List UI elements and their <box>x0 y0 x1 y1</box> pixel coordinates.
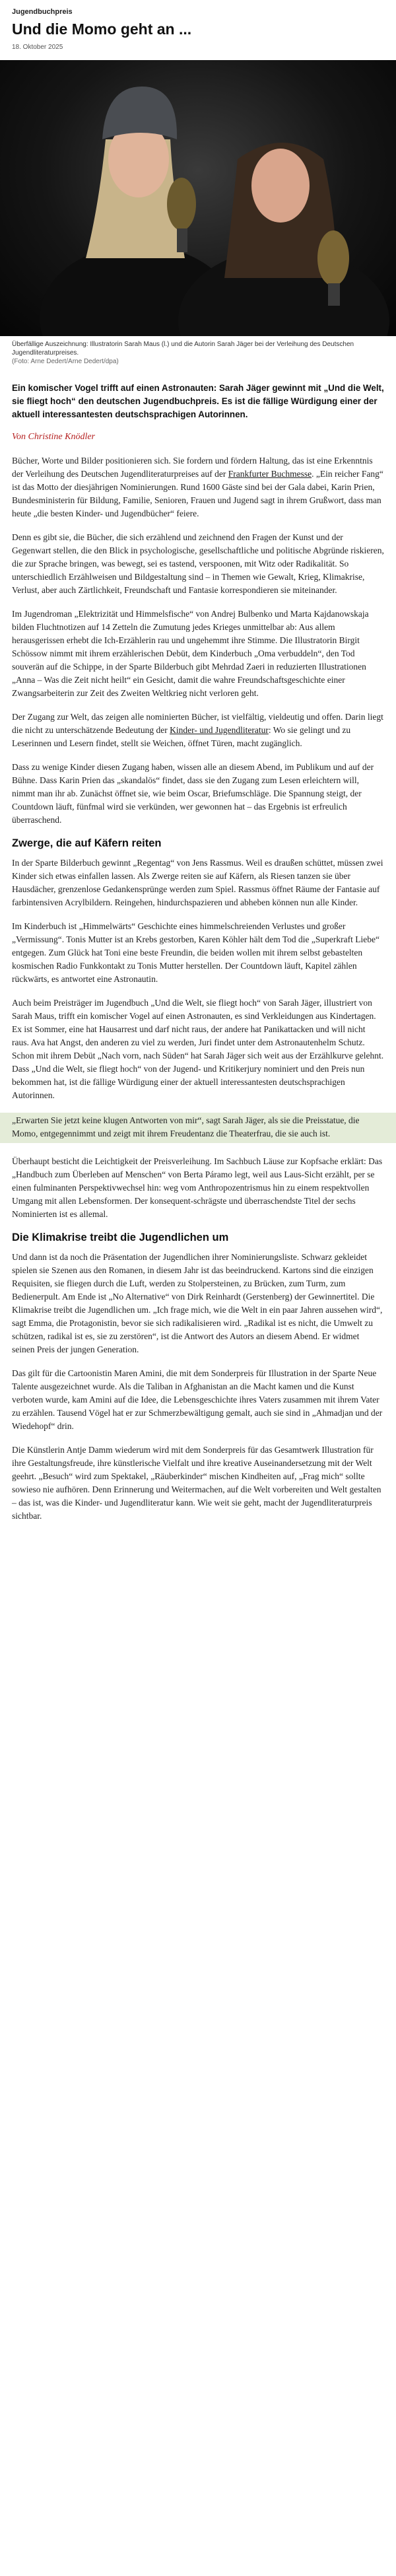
highlighted-quote <box>0 1113 396 1143</box>
article-title: Und die Momo geht an ... <box>12 20 192 38</box>
paragraph: Dass zu wenige Kinder diesen Zugang haben, wissen alle an diesem Abend, im Publikum und auf der Bühne. Dass Karin Prien das „skandalös“ findet, dass sie den Zugang zum Lesen erleichtern will, nimmt man ihr ab. Zunächst öffnet sie, wie beim Oscar, Briefumschläge. Die Spannung steigt, der Countdown läuft, fünfmal wird sie verkünden, wer gewonnen hat – das Ergebnis ist erfreulich überraschend. <box>12 762 374 825</box>
photo-trophy-right <box>317 230 349 286</box>
paragraph: Im Kinderbuch ist „Himmelwärts“ Geschichte eines himmelschreienden Verlustes und großer „Vermissung“. Tonis Mutter ist an Krebs gestorben, Karen Köhler hält dem Tod die „Superkraft Liebe“ entgegen. Zum Glück hat Toni eine beste Freundin, die beiden wollen mit ihrem selbst gebastelten kosmischen Radio Funkkontakt zu Tonis Mutter herstellen. Der Countdown läuft, Kapitel zählen rückwärts, es antwortet eine Astronautin. <box>12 921 380 984</box>
link-frankfurter-buchmesse[interactable]: Frankfurter Buchmesse <box>228 469 312 479</box>
highlighted-quote-text: „Erwarten Sie jetzt keine klugen Antworten von mir“, sagt Sarah Jäger, als sie die Preisstatue, die Momo, entgegennimmt und zeigt mit ihrem Freudentanz die Theaterfrau, die sie auch ist. <box>12 1115 360 1138</box>
photo-caption-text: Überfällige Auszeichnung: Illustratorin Sarah Maus (l.) und die Autorin Sarah Jäger bei der Verleihung des Deutschen Jugendliteraturpreises. <box>12 341 354 357</box>
paragraph: Im Jugendroman „Elektrizität und Himmelsfische“ von Andrej Bulbenko und Marta Kajdanowskaja bilden Fluchtnotizen auf 14 Zetteln die Zumutung jedes Krieges unmittelbar ab: Aus allem herausgerissen erhebt die Ich-Erzählerin rau und ungehemmt ihre Stimme. Die Illustratorin Birgit Schössow nimmt mit ihrem erzählerischen Debüt, dem Kinderbuch „Oma verbuddeln“, den Tod souverän auf die Schippe, in der Sparte Bilderbuch gibt Mehrdad Zaeri in reduzierten Illustrationen „Anna – Was die Zeit nicht heilt“ ein Gesicht, damit die wahre Freundschaftsgeschichte einer Zwangsarbeiterin zur Zeit des Zweiten Weltkrieg nicht verloren geht. <box>12 609 369 698</box>
article-date: 18. Oktober 2025 <box>12 44 63 51</box>
paragraph: Die Künstlerin Antje Damm wiederum wird mit dem Sonderpreis für das Gesamtwerk Illustration für ihre Gestaltungsfreude, ihre künstlerische Vielfalt und ihre kreative Auseinandersetzung mit der Welt geehrt. „Besuch“ wird zum Spektakel, „Räuberkinder“ mischen Kindheiten auf, „Frag mich“ sollte sowieso nie aufhören. Denn Erinnerung und Weitermachen, auf die Welt vorbereiten und Welt gestalten – das ist, was die Kinder- und Jugendliteratur kann. Wie weit sie geht, macht der Jugendliteraturpreis sichtbar. <box>12 1445 381 1521</box>
article-lead: Ein komischer Vogel trifft auf einen Astronauten: Sarah Jäger gewinnt mit „Und die Welt, sie fliegt hoch“ den deutschen Jugendbuchpreis. Es ist die fällige Würdigung einer der aktuell interessantesten deutschsprachigen Autorinnen. <box>12 383 384 419</box>
paragraph: Auch beim Preisträger im Jugendbuch „Und die Welt, sie fliegt hoch“ von Sarah Jäger, illustriert von Sarah Maus, trifft ein komischer Vogel auf einen Astronauten, es sind Verkleidungen aus Kindertagen. Ex ist Sommer, eine hat Hausarrest und darf nicht raus, der andere hat Panikattacken und will nicht raus. Ava hat Angst, den anderen zu viel zu werden, Juri findet unter dem Astronautenhelm Schutz. Schon mit ihrem Debüt „Nach vorn, nach Süden“ hat Sarah Jäger sich weit aus der Erzählkurve gelehnt. Dass „Und die Welt, sie fliegt hoch“ von der Jugend- und Kritikerjury nominiert und den Preis nun bekommen hat, ist die fällige Würdigung einer der aktuell interessantesten deutschsprachigen Autorinnen. <box>12 998 384 1100</box>
article-header <box>0 0 396 51</box>
link-kinder-und-jugendliteratur[interactable]: Kinder- und Jugendliteratur <box>170 725 269 735</box>
photo-caption <box>0 336 396 366</box>
paragraph: Und dann ist da noch die Präsentation der Jugendlichen ihrer Nominierungsliste. Schwarz gekleidet spielen sie Szenen aus den Romanen, in diesem Jahr ist das beeindruckend. Kartons sind die einzigen Requisiten, sie fliegen durch die Luft, werden zu Stolpersteinen, zu Brücken, zum Turm, zum Bedienerpult. Am Ende ist „No Alternative“ von Dirk Reinhardt (Gerstenberg) der Gewinnertitel. Die Klimakrise treibt die Jugendlichen um. „Ich frage mich, wie die Welt in ein paar Jahren aussehen wird“, sagt Emma, die Protagonistin, bevor sie sich radikalisieren wird. „Radikal ist es nicht, die Umwelt zu schützen, radikal ist es, sie zu zerstören“, ist die Antwort des Autors an diesem Abend. Er widmet seinen Preis der jungen Generation. <box>12 1252 383 1354</box>
paragraph: Bücher, Worte und Bilder positionieren sich. Sie fordern und fördern Haltung, das ist eine Erkenntnis der Verleihung des Deutschen Jugendliteraturpreises auf der Frankfurter Buchmesse. „Ein reicher Fang“ ist das Motto der diesjährigen Nominierungen. Rund 1600 Gäste sind bei der Gala dabei, Karin Prien, Bundesministerin für Bildung, Familie, Senioren, Frauen und Jugend sagt in ihrem Grußwort, dass man heute „die besten Kinder- und Jugendbücher“ feiere. <box>12 456 383 518</box>
photo-credit: (Foto: Arne Dedert/Arne Dedert/dpa) <box>12 358 119 365</box>
paragraph: In der Sparte Bilderbuch gewinnt „Regentag“ von Jens Rassmus. Weil es draußen schüttet, müssen zwei Kinder sich etwas einfallen lassen. Als Zwerge reiten sie auf Käfern, als Riesen tanzen sie über Hausdächer, grenzenlose Gedankensprünge werden zum Spiel. Rassmus öffnet Räume der Fantasie auf farbintensiven Acrylbildern. Reingehen, hindurchspazieren und abheben können nun alle Kinder. <box>12 858 383 907</box>
photo-trophy-left <box>167 178 196 230</box>
photo-trophy-left-base <box>177 228 187 252</box>
paragraph: Der Zugang zur Welt, das zeigen alle nominierten Bücher, ist vielfältig, vieldeutig und offen. Darin liegt die nicht zu unterschätzende Bedeutung der Kinder- und Jugendliteratur: Wo sie gelingt und zu Leserinnen und Lesern findet, stellt sie Weichen, öffnet Türen, macht zugänglich. <box>12 712 383 748</box>
paragraph: Das gilt für die Cartoonistin Maren Amini, die mit dem Sonderpreis für Illustration in der Sparte Neue Talente ausgezeichnet wurde. Als die Taliban in Afghanistan an die Macht kamen und die Kunst verboten wurde, kam Amini auf die Idee, die Lebensgeschichte ihres Vaters zusammen mit ihrem Vater zu erzählen. Tausend Vögel hat er zur Schmerzbewältigung gemalt, auch sie sind in „Ahmadjan und der Wiedehopf“ drin. <box>12 1368 383 1431</box>
photo-trophy-right-base <box>328 283 340 306</box>
article-kicker[interactable]: Jugendbuchpreis <box>12 8 73 16</box>
section-heading: Die Klimakrise treibt die Jugendlichen um <box>12 1232 229 1243</box>
section-heading: Zwerge, die auf Käfern reiten <box>12 837 162 849</box>
photo-person-left-hat <box>102 87 177 139</box>
paragraph: Denn es gibt sie, die Bücher, die sich erzählend und zeichnend den Fragen der Kunst und der Gegenwart stellen, die den Blick in psychologische, gesellschaftliche und politische Abgründe riskieren, die zur Sprache bringen, was bewegt, sei es tastend, verspoonen, mit Witz oder Radikalität. So unterschiedlich Erzählweisen und Bildgestaltung sind – in Themen wie Gewalt, Krieg, Klimakrise, Verlust, aber auch Zärtlichkeit, Freundschaft und Fantasie korrespondieren sie miteinander. <box>12 532 384 595</box>
article-author: Von Christine Knödler <box>12 432 96 442</box>
photo-illustration <box>0 60 396 336</box>
article-photo[interactable] <box>0 60 396 336</box>
paragraph: Überhaupt besticht die Leichtigkeit der Preisverleihung. Im Sachbuch Läuse zur Kopfsache erklärt: Das „Handbuch zum Überleben auf Menschen“ von Berta Páramo legt, weil aus Laus-Sicht erzählt, per se einen fulminanten Perspektivwechsel hin: weg vom Anthropozentrismus hin zu einem respektvollen Umgang mit allen Lebensformen. Der konsequent-schrägste und überraschendste Titel der sechs Nominierten ist es allemal. <box>12 1156 383 1219</box>
photo-person-right-face <box>251 149 310 223</box>
article-body <box>0 382 396 1523</box>
